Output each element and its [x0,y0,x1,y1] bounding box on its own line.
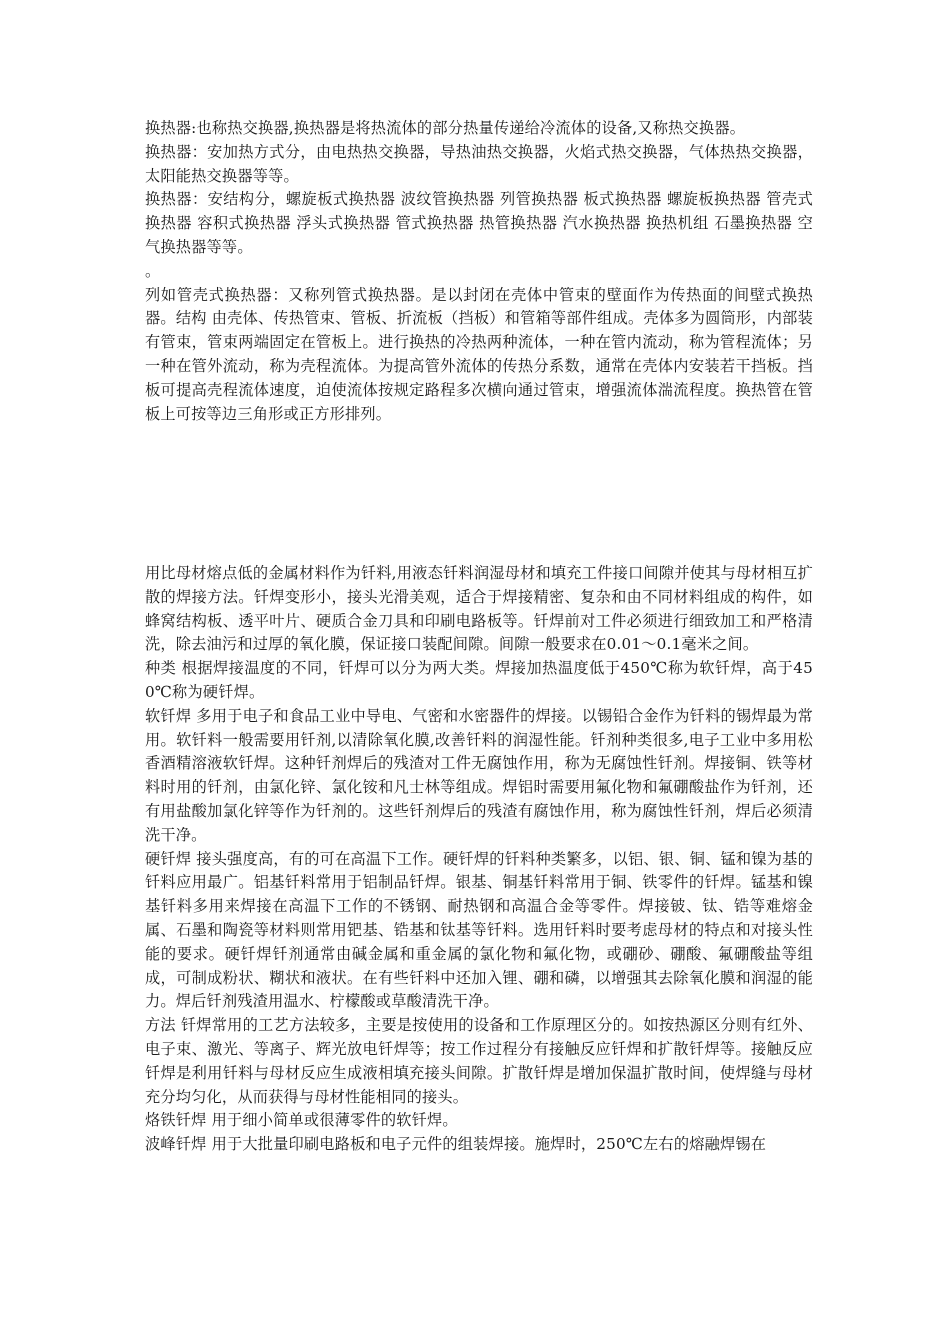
paragraph-soft-brazing: 软钎焊 多用于电子和食品工业中导电、气密和水密器件的焊接。以锡铅合金作为钎料的锡焊最为常用。软钎料一般需要用钎剂,以清除氧化膜,改善钎料的润湿性能。钎剂种类很多,电子工业中多用松香酒精溶液软钎焊。这种钎剂焊后的残渣对工件无腐蚀作用，称为无腐蚀性钎剂。焊接铜、铁等材料时用的钎剂，由氯化锌、氯化铵和凡士林等组成。焊铝时需要用氟化物和氟硼酸盐作为钎剂，还有用盐酸加氯化锌等作为钎剂的。这些钎剂焊后的残渣有腐蚀作用，称为腐蚀性钎剂，焊后必须清洗干净。 [145,706,813,844]
paragraph-heating-types: 换热器：安加热方式分，由电热热交换器，导热油热交换器，火焰式热交换器，气体热热交换器，太阳能热交换器等等。 [145,142,813,185]
heat-exchanger-section [145,117,813,426]
paragraph-separator: 。 [145,261,161,280]
paragraph-hard-brazing: 硬钎焊 接头强度高，有的可在高温下工作。硬钎焊的钎料种类繁多，以铝、银、铜、锰和镍为基的钎料应用最广。铝基钎料常用于铝制品钎焊。银基、铜基钎料常用于铜、铁零件的钎焊。锰基和镍基钎料多用来焊接在高温下工作的不锈钢、耐热钢和高温合金等零件。焊接铍、钛、锆等难熔金属、石墨和陶瓷等材料则常用钯基、锆基和钛基等钎料。选用钎料时要考虑母材的特点和对接头性能的要求。硬钎焊钎剂通常由碱金属和重金属的氯化物和氟化物，或硼砂、硼酸、氟硼酸盐等组成，可制成粉状、糊状和液状。在有些钎料中还加入锂、硼和磷，以增强其去除氧化膜和润湿的能力。焊后钎剂残渣用温水、柠檬酸或草酸清洗干净。 [145,849,813,1011]
paragraph-structure-types: 换热器：安结构分，螺旋板式换热器 波纹管换热器 列管换热器 板式换热器 螺旋板换热器 管壳式换热器 容积式换热器 浮头式换热器 管式换热器 热管换热器 汽水换热器 换热机组 石墨换热器 空气换热器等等。 [145,190,813,256]
paragraph-shell-tube: 列如管壳式换热器：又称列管式换热器。是以封闭在壳体中管束的壁面作为传热面的间壁式换热器。结构 由壳体、传热管束、管板、折流板（挡板）和管箱等部件组成。壳体多为圆筒形，内部装有管束，管束两端固定在管板上。进行换热的冷热两种流体，一种在管内流动，称为管程流体；另一种在管外流动，称为壳程流体。为提高管外流体的传热分系数，通常在壳体内安装若干挡板。挡板可提高壳程流体速度，迫使流体按规定路程多次横向通过管束，增强流体湍流程度。换热管在管板上可按等边三角形或正方形排列。 [145,285,813,423]
brazing-section [145,562,813,1157]
paragraph-definition: 换热器:也称热交换器,换热器是将热流体的部分热量传递给冷流体的设备,又称热交换器。 [145,119,746,137]
paragraph-brazing-methods: 方法 钎焊常用的工艺方法较多，主要是按使用的设备和工作原理区分的。如按热源区分则有红外、电子束、激光、等离子、辉光放电钎焊等；按工作过程分有接触反应钎焊和扩散钎焊等。接触反应钎焊是利用钎料与母材反应生成液相填充接头间隙。扩散钎焊是增加保温扩散时间，使焊缝与母材充分均匀化，从而获得与母材性能相同的接头。 [145,1016,813,1106]
paragraph-iron-brazing: 烙铁钎焊 用于细小简单或很薄零件的软钎焊。 [145,1111,458,1130]
paragraph-brazing-definition: 用比母材熔点低的金属材料作为钎料,用液态钎料润湿母材和填充工件接口间隙并使其与母材相互扩散的焊接方法。钎焊变形小，接头光滑美观，适合于焊接精密、复杂和由不同材料组成的构件，如蜂窝结构板、透平叶片、硬质合金刀具和印刷电路板等。钎焊前对工件必须进行细致加工和严格清洗，除去油污和过厚的氧化膜，保证接口装配间隙。间隙一般要求在0.01～0.1毫米之间。 [145,564,813,654]
paragraph-wave-brazing: 波峰钎焊 用于大批量印刷电路板和电子元件的组装焊接。施焊时，250℃左右的熔融焊锡在 [145,1135,767,1154]
paragraph-brazing-types: 种类 根据焊接温度的不同，钎焊可以分为两大类。焊接加热温度低于450℃称为软钎焊，高于450℃称为硬钎焊。 [145,659,813,701]
